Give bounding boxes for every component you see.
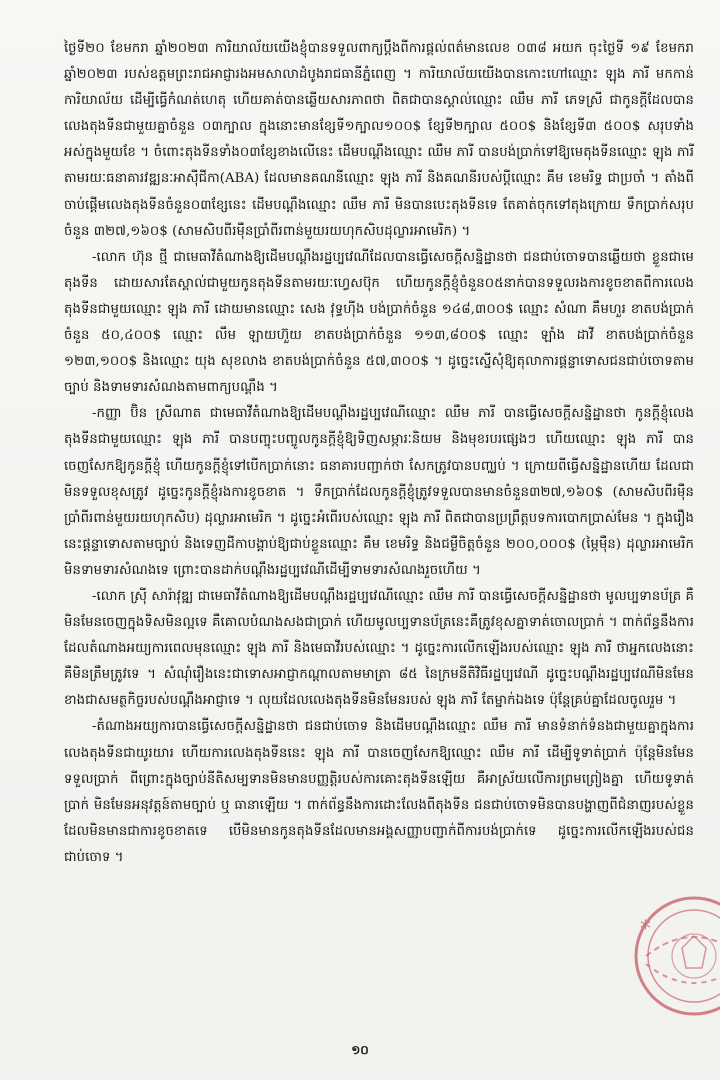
svg-text:*: * xyxy=(640,917,651,942)
paragraph-5: -តំណាងអយ្យការបានធ្វើសេចក្ដីសន្និដ្ឋានថា ជនជាប់ចោទ និងដើមបណ្ដឹងឈ្មោះ ឈឹម ភារី មានទំនាក់ទំនងជាមួយគ្នាក្នុងការលេងតុងទីនជាយូរយារ ហើយការលេងតុងទីននេះ ឡុង ភារី បានចេញសែកឱ្យឈ្មោះ ឈឹម ភារី ដើម្បីទូទាត់ប្រាក់ ប៉ុន្តែមិនមែនទទួលប្រាក់ ពីព្រោះក្នុងច្បាប់នីតិសម្បទានមិនមានបញ្ញត្តិរបស់ការគោះតុងទីនឡើយ គឺអាស្រ័យលើការព្រមព្រៀងគ្នា ហើយទូទាត់ប្រាក់ មិនមែនអនុវត្តន៍តាមច្បាប់ ឬ ធានាឡើយ ។ ពាក់ព័ន្ធនឹងការដោះលែងពីតុងទីន ជនជាប់ចោទមិនបានបង្ហាញពីជំនាញរបស់ខ្លួនដែលមិនមានជាការខូចខាតទេ បើមិនមានកូនតុងទីនដែលមានអង្គសញ្ញាបញ្ជាក់ពីការបង់ប្រាក់ទេ ដូច្នេះការលើកឡើងរបស់ជនជាប់ចោទ ។ xyxy=(64,719,694,865)
official-seal-stamp xyxy=(606,878,720,1028)
paragraph-4: -លោក ស្រ៊ី សារ៉ាវុឌ្ឍ ជាមេធាវីតំណាងឱ្យដើមបណ្ដឹងរដ្ឋប្បវេណីឈ្មោះ ឈឹម ភារី បានធ្វើសេចក្ដីសន្និដ្ឋានថា មូលប្បទានប័ត្រ គឺមិនមែនចេញក្នុងទិសមិនល្អទេ គឺគោលបំណងសងជាប្រាក់ ហើយមូលប្បទានប័ត្រនេះគឺត្រូវខុសគ្នាទាត់ចោលប្រាក់ ។ ពាក់ព័ន្ធនឹងការដែលតំណាងអយ្យការពេលមុនឈ្មោះ ឡុង ភារី និងមេធាវីរបស់ឈ្មោះ ។ ដូច្នេះការលើកឡើងរបស់ឈ្មោះ ឡុង ភារី ថាអ្នកលេងនោះ គឺមិនត្រឹមត្រូវទេ ។ សំណុំរឿងនេះជាទោសអាជ្ញាកណ្ដាលតាមមាត្រា ៨៥ នៃក្រមនីតិវិធីរដ្ឋប្បវេណី ដូច្នេះបណ្ដឹងរដ្ឋប្បវេណីមិនមែនខាងជាសមត្ថកិច្ចរបស់បណ្ដឹងអាជ្ញាទេ ។ លុយដែលលេងតុងទីនមិនមែនរបស់ ឡុង ភារី តែម្នាក់ឯងទេ ប៉ុន្តែគ្រប់គ្នាដែលចូលរួម ។ xyxy=(64,588,694,709)
paragraph-2: -លោក ហ៊ុន ថ្មី ជាមេធាវីតំណាងឱ្យដើមបណ្ដឹងរដ្ឋប្បវេណីដែលបានធ្វើសេចក្ដីសន្និដ្ឋានថា ជនជាប់ចោទបានឆ្លើយថា ខ្លួនជាមេតុងទីន ដោយសារតែស្គាល់ជាមួយកូនតុងទីនតាមរយៈហ្វេសប៊ុក ហើយកូនក្ដីខ្ញុំចំនួន០៥នាក់បានទទួលរងការខូចខាតពីការលេងតុងទីនជាមួយឈ្មោះ ឡុង ភារី ដោយមានឈ្មោះ សេង វុទ្ធហ៊ីង បង់ប្រាក់ចំនួន ១៤៨,៣០០$ ឈ្មោះ សំណា គឹមហួរ ខាតបង់ប្រាក់ចំនួន ៥០,៤០០$ ឈ្មោះ លឹម ឡាយហ៊ួយ ខាតបង់ប្រាក់ចំនួន ១១៣,៨០០$ ឈ្មោះ ឡាំង ដាវី ខាតបង់ប្រាក់ចំនួន ១២៣,១០០$ និងឈ្មោះ យុង សុខលាង ខាតបង់ប្រាក់ចំនួន ៥៧,៣០០$ ។ ដូច្នេះស្នើសុំឱ្យតុលាការផ្ដន្ទាទោសជនជាប់ចោទតាមច្បាប់ និងទាមទារសំណងតាមពាក្យបណ្ដឹង ។ xyxy=(64,249,694,396)
paragraph-1: ថ្ងៃទី២០ ខែមករា ឆ្នាំ២០២៣ ការិយាល័យយើងខ្ញុំបានទទួលពាក្យប្ដឹងពីការផ្ដល់ពត៌មានលេខ ០៣៨ អយក ចុះថ្ងៃទី ១៩ ខែមករា ឆ្នាំ២០២៣ របស់ឧត្តមព្រះរាជអាជ្ញារងអមសាលាដំបូងរាជធានីភ្នំពេញ ។ ការិយាល័យយើងបានកោះហៅឈ្មោះ ឡុង ភារី មកកាន់ការិយាល័យ ដើម្បីធ្វើកំណត់ហេតុ ហើយគាត់បានឆ្លើយសារភាពថា ពិតជាបានស្គាល់ឈ្មោះ ឈឹម ភារី ភេទស្រី ជាកូនក្ដីដែលបានលេងតុងទីនជាមួយគ្នាចំនួន ០៣ក្បាល ក្នុងនោះមានខ្សែទី១ក្បាល១០០$ ខ្សែទី២ក្បាល ៥០០$ និងខ្សែទី៣ ៥០០$ សរុបទាំងអស់ក្នុងមួយខែ ។ ចំពោះតុងទីនទាំង០៣ខ្សែខាងលើនេះ ដើមបណ្ដឹងឈ្មោះ ឈឹម ភារី បានបង់ប្រាក់ទៅឱ្យមេតុងទីនឈ្មោះ ឡុង ភារី តាមរយៈធនាគារវឌ្ឍនៈអាស៊ីជីកា(ABA) ដែលមានគណនីឈ្មោះ ឡុង ភារី និងគណនីរបស់ប្ដីឈ្មោះ គឹម ខេមរិទ្ធ ជាប្រចាំ ។ តាំងពីចាប់ផ្ដើមលេងតុងទីនចំនួន០៣ខ្សែនេះ ដើមបណ្ដឹងឈ្មោះ ឈឹម ភារី មិនបានបេះតុងទីនទេ តែគាត់ចុកទៅតុងក្រោយ ទឹកប្រាក់សរុបចំនួន ៣២៧,១៦០$ (សាមសិបពីរម៉ឺនប្រាំពីរពាន់មួយរយហុកសិបដុល្លារអាមេរិក) ។ xyxy=(64,41,694,239)
document-body xyxy=(64,36,694,871)
page-number: ១០ xyxy=(351,1043,369,1057)
paragraph-3: -កញ្ញា ប៊ិន ស្រីណាត ជាមេធាវីតំណាងឱ្យដើមបណ្ដឹងរដ្ឋប្បវេណីឈ្មោះ ឈឹម ភារី បានធ្វើសេចក្ដីសន្និដ្ឋានថា កូនក្ដីខ្ញុំលេងតុងទីនជាមួយឈ្មោះ ឡុង ភារី បានបញ្ចុះបញ្ចូលកូនក្ដីខ្ញុំឱ្យទិញសម្ភារៈនិយម និងមុខរបរផ្សេងៗ ហើយឈ្មោះ ឡុង ភារី បានចេញសែកឱ្យកូនក្ដីខ្ញុំ ហើយកូនក្ដីខ្ញុំទៅបើកប្រាក់នោះ ធនាគារបញ្ជាក់ថា សែកត្រូវបានបញ្ឈប់ ។ ក្រោយពីធ្វើសន្និដ្ឋានហើយ ដែលជាមិនទទួលខុសត្រូវ ដូច្នេះកូនក្ដីខ្ញុំរងការខូចខាត ។ ទឹកប្រាក់ដែលកូនក្ដីខ្ញុំត្រូវទទួលបានមានចំនួន៣២៧,១៦០$ (សាមសិបពីរម៉ឺនប្រាំពីរពាន់មួយរយហុកសិប) ដុល្លារអាមេរិក ។ ដូច្នេះអំពើរបស់ឈ្មោះ ឡុង ភារី ពិតជាបានប្រព្រឹត្តបទការបោកប្រាស់មែន ។ ក្នុងរឿងនេះផ្ដន្ទាទោសតាមច្បាប់ និងទេញដីកាបង្គាប់ឱ្យជាប់ខ្លួនឈ្មោះ គឹម ខេមរិទ្ធ និងជម្ងឺចិត្តចំនួន ២០០,០០០$ (ម្ភៃម៉ឺន) ដុល្លារអាមេរិក មិនទាមទារសំណងទេ ព្រោះបានដាក់បណ្ដឹងរដ្ឋប្បវេណីដើម្បីទាមទារសំណងរួចហើយ ។ xyxy=(64,406,694,578)
